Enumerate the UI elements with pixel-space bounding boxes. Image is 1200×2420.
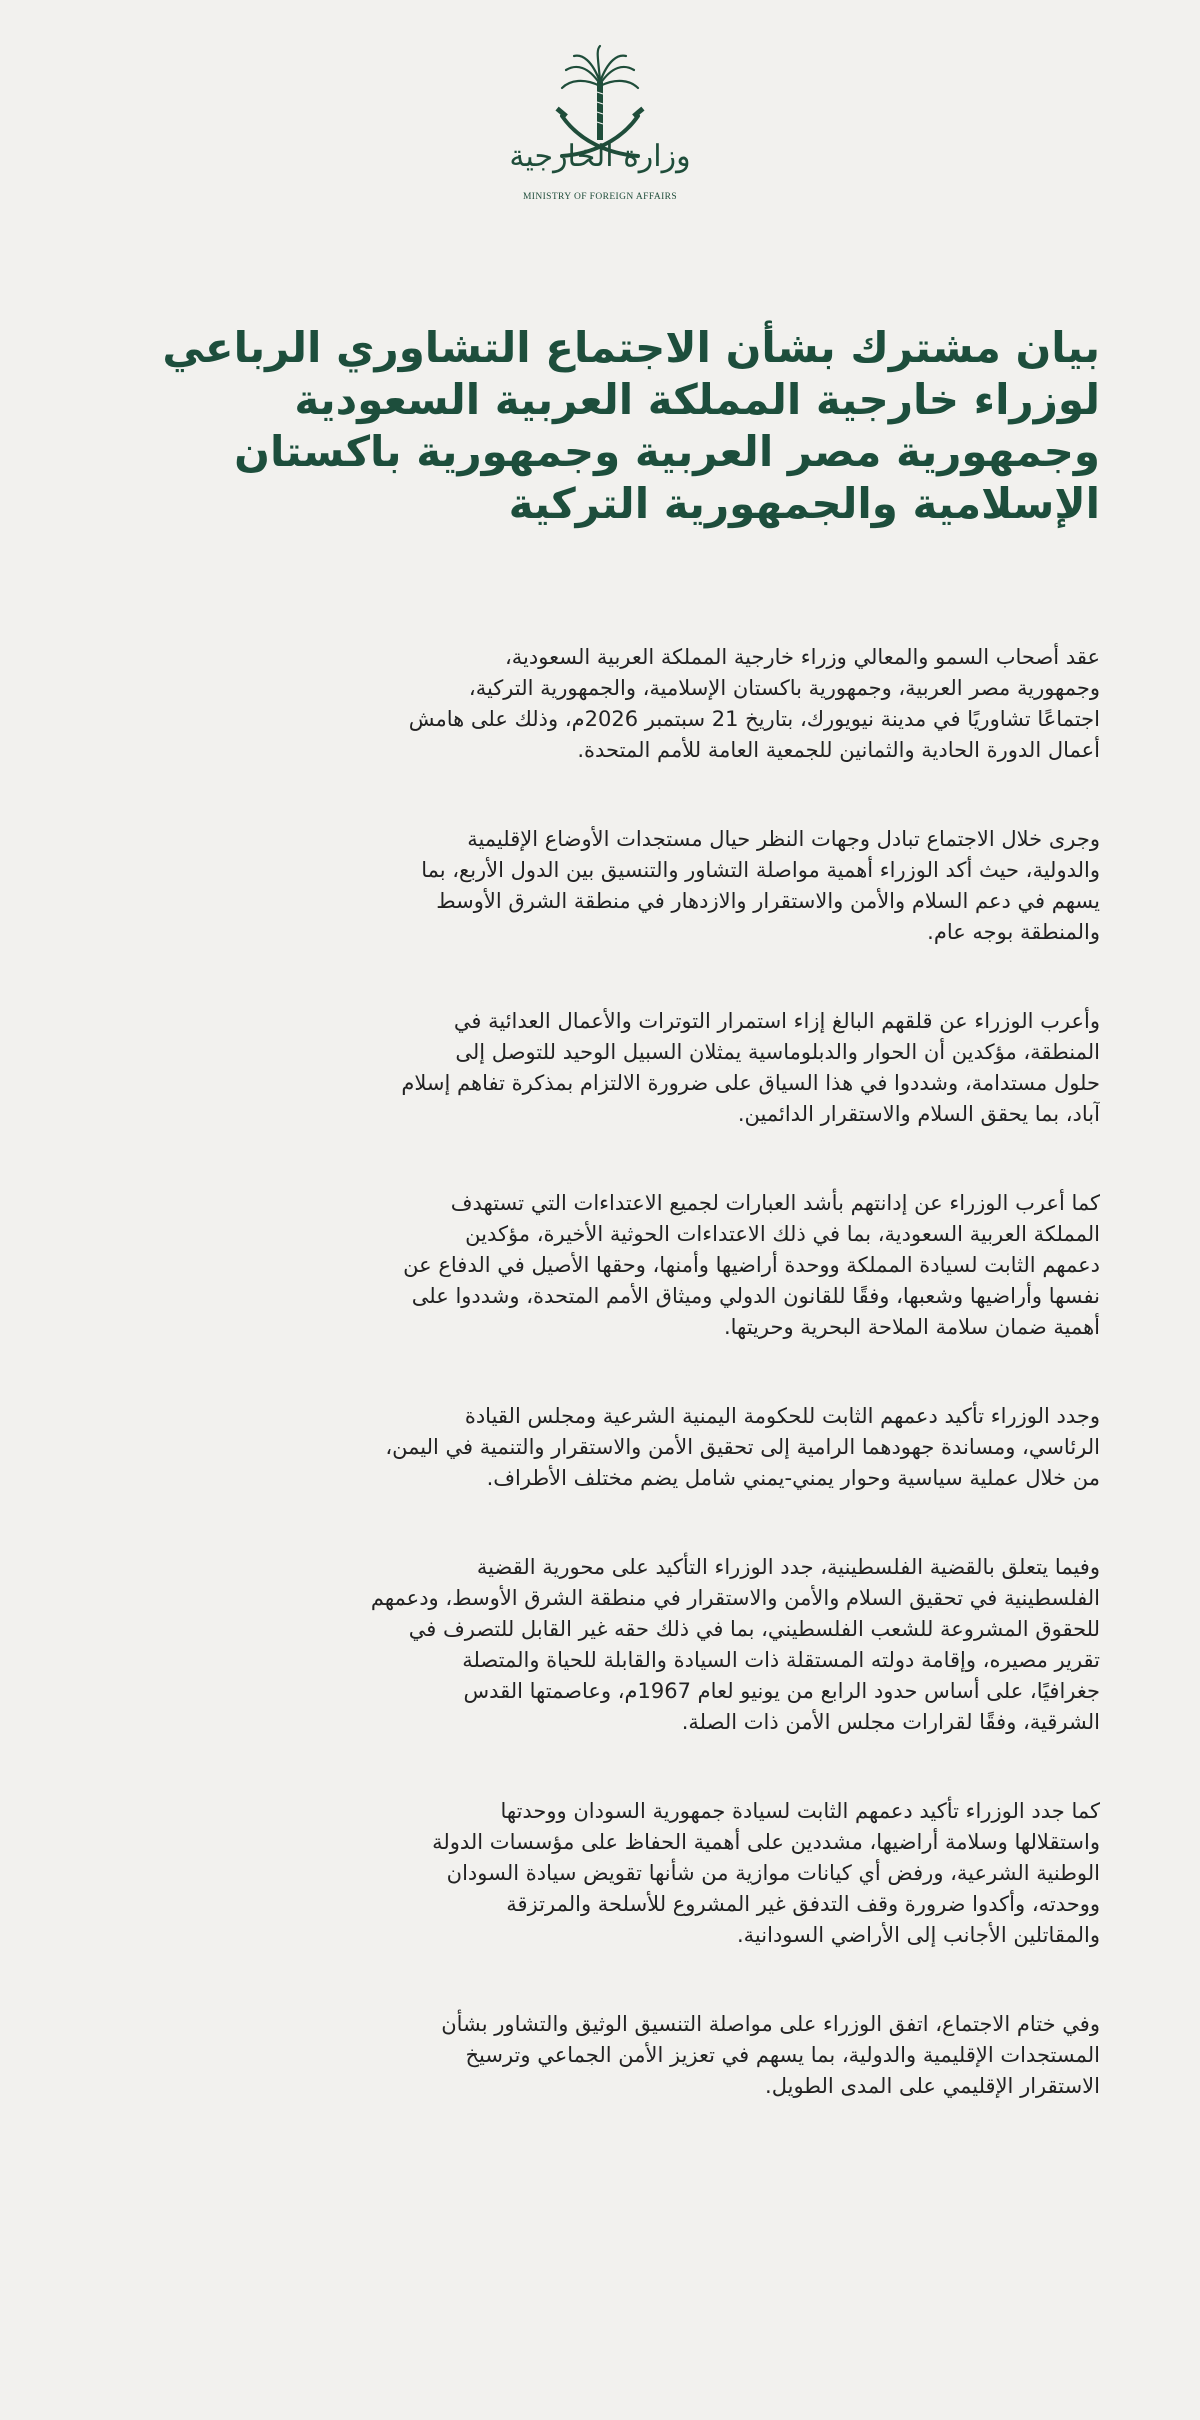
ministry-name-english: MINISTRY OF FOREIGN AFFAIRS	[522, 192, 678, 202]
paragraph-tensions	[100, 1006, 1100, 1130]
paragraph-line: وجدد الوزراء تأكيد دعمهم الثابت للحكومة اليمنية الشرعية ومجلس القيادة	[464, 1404, 1100, 1428]
paragraph-line: دعمهم الثابت لسيادة المملكة ووحدة أراضيها وأمنها، وحقها الأصيل في الدفاع عن	[403, 1253, 1100, 1277]
paragraph-line: المستجدات الإقليمية والدولية، بما يسهم في تعزيز الأمن الجماعي وترسيخ	[465, 2043, 1100, 2067]
ministry-name-arabic: وزارة الخارجية	[509, 139, 691, 174]
paragraph-line: حلول مستدامة، وشددوا في هذا السياق على ضرورة الالتزام بمذكرة تفاهم إسلام	[401, 1071, 1100, 1095]
paragraph-line: الفلسطينية في تحقيق السلام والأمن والاستقرار في منطقة الشرق الأوسط، ودعمهم	[370, 1586, 1100, 1610]
paragraph-line: وجمهورية مصر العربية، وجمهورية باكستان الإسلامية، والجمهورية التركية،	[468, 676, 1100, 700]
paragraph-line: آباد، بما يحقق السلام والاستقرار الدائمين.	[737, 1102, 1100, 1126]
title-line: بيان مشترك بشأن الاجتماع التشاوري الرباعي	[162, 323, 1100, 372]
statement-title	[100, 322, 1100, 530]
paragraph-line: يسهم في دعم السلام والأمن والاستقرار والازدهار في منطقة الشرق الأوسط	[436, 889, 1100, 913]
paragraph-line: وفي ختام الاجتماع، اتفق الوزراء على مواصلة التنسيق الوثيق والتشاور بشأن	[441, 2012, 1100, 2036]
paragraph-line: الاستقرار الإقليمي على المدى الطويل.	[765, 2074, 1100, 2098]
paragraph-line: أهمية ضمان سلامة الملاحة البحرية وحريتها.	[723, 1315, 1100, 1339]
paragraph-yemen	[100, 1401, 1100, 1494]
paragraph-line: وفيما يتعلق بالقضية الفلسطينية، جدد الوزراء التأكيد على محورية القضية	[476, 1555, 1100, 1579]
paragraph-line: اجتماعًا تشاوريًا في مدينة نيويورك، بتاريخ 21 سبتمبر 2026م، وذلك على هامش	[408, 707, 1100, 731]
paragraph-sudan	[100, 1796, 1100, 1951]
paragraph-line: والمنطقة بوجه عام.	[927, 920, 1100, 944]
paragraph-line: الرئاسي، ومساندة جهودهما الرامية إلى تحقيق الأمن والاستقرار والتنمية في اليمن،	[385, 1435, 1100, 1459]
paragraph-regional-views	[100, 824, 1100, 948]
paragraph-line: جغرافيًا، على أساس حدود الرابع من يونيو لعام 1967م، وعاصمتها القدس	[463, 1679, 1100, 1703]
paragraph-line: كما أعرب الوزراء عن إدانتهم بأشد العبارات لجميع الاعتداءات التي تستهدف	[450, 1191, 1100, 1215]
paragraph-line: المنطقة، مؤكدين أن الحوار والدبلوماسية يمثلان السبيل الوحيد للتوصل إلى	[455, 1040, 1100, 1064]
statement-body	[100, 642, 1100, 2160]
title-line: وجمهورية مصر العربية وجمهورية باكستان	[234, 427, 1100, 476]
paragraph-meeting	[100, 642, 1100, 766]
paragraph-line: والمقاتلين الأجانب إلى الأراضي السودانية.	[737, 1923, 1100, 1947]
paragraph-conclusion	[100, 2009, 1100, 2102]
paragraph-line: للحقوق المشروعة للشعب الفلسطيني، بما في ذلك حقه غير القابل للتصرف في	[408, 1617, 1100, 1641]
paragraph-line: وأعرب الوزراء عن قلقهم البالغ إزاء استمرار التوترات والأعمال العدائية في	[453, 1009, 1100, 1033]
paragraph-line: من خلال عملية سياسية وحوار يمني-يمني شامل يضم مختلف الأطراف.	[486, 1466, 1100, 1490]
paragraph-line: كما جدد الوزراء تأكيد دعمهم الثابت لسيادة جمهورية السودان ووحدتها	[500, 1799, 1100, 1823]
paragraph-palestine	[100, 1552, 1100, 1738]
paragraph-line: تقرير مصيره، وإقامة دولته المستقلة ذات السيادة والقابلة للحياة والمتصلة	[462, 1648, 1100, 1672]
title-line: لوزراء خارجية المملكة العربية السعودية	[294, 375, 1100, 424]
paragraph-line: المملكة العربية السعودية، بما في ذلك الاعتداءات الحوثية الأخيرة، مؤكدين	[465, 1222, 1100, 1246]
paragraph-line: الوطنية الشرعية، ورفض أي كيانات موازية من شأنها تقويض سيادة السودان	[446, 1861, 1100, 1885]
paragraph-line: الشرقية، وفقًا لقرارات مجلس الأمن ذات الصلة.	[681, 1710, 1100, 1734]
paragraph-line: واستقلالها وسلامة أراضيها، مشددين على أهمية الحفاظ على مؤسسات الدولة	[432, 1830, 1100, 1854]
paragraph-line: وجرى خلال الاجتماع تبادل وجهات النظر حيال مستجدات الأوضاع الإقليمية	[467, 827, 1100, 851]
title-line: الإسلامية والجمهورية التركية	[508, 479, 1100, 528]
paragraph-line: ووحدته، وأكدوا ضرورة وقف التدفق غير المشروع للأسلحة والمرتزقة	[506, 1892, 1100, 1916]
paragraph-line: والدولية، حيث أكد الوزراء أهمية مواصلة التشاور والتنسيق بين الدول الأربع، بما	[421, 858, 1100, 882]
paragraph-line: عقد أصحاب السمو والمعالي وزراء خارجية المملكة العربية السعودية،	[505, 645, 1100, 669]
paragraph-line: أعمال الدورة الحادية والثمانين للجمعية العامة للأمم المتحدة.	[577, 738, 1100, 762]
paragraph-line: نفسها وأراضيها وشعبها، وفقًا للقانون الدولي وميثاق الأمم المتحدة، وشددوا على	[411, 1284, 1100, 1308]
paragraph-saudi-attacks	[100, 1188, 1100, 1343]
